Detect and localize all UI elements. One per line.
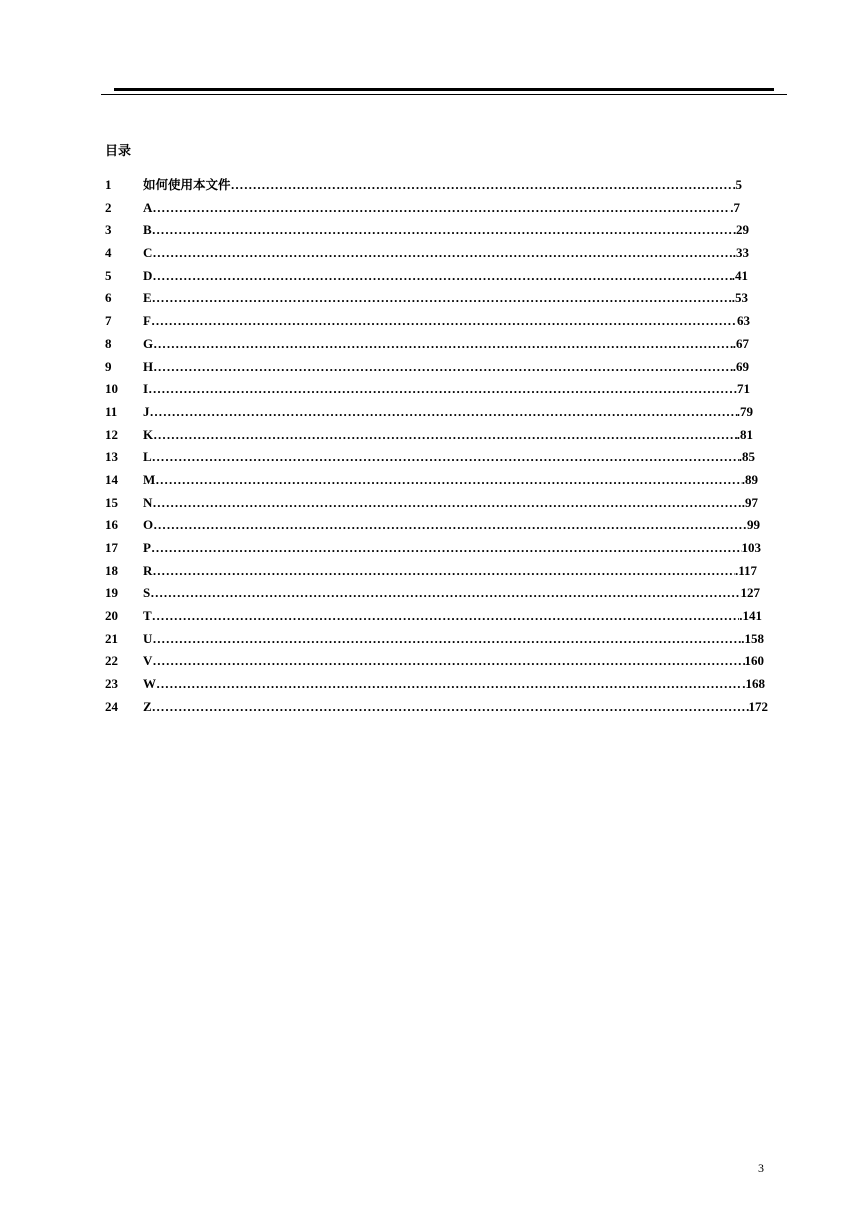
toc-entry-title: C bbox=[143, 245, 153, 261]
page-number: 3 bbox=[758, 1161, 764, 1175]
toc-entry-link[interactable] bbox=[143, 537, 761, 560]
toc-dot-leader bbox=[148, 378, 737, 401]
toc-entry-title: V bbox=[143, 653, 153, 669]
toc-entry-title: G bbox=[143, 335, 154, 351]
toc-entry-title: K bbox=[143, 426, 154, 442]
header-rule-thin bbox=[101, 94, 787, 95]
toc-dot-leader bbox=[152, 242, 732, 265]
toc-entry-page: 103 bbox=[741, 540, 761, 555]
toc-dot-leader bbox=[152, 446, 739, 469]
toc-entry-page: .7 bbox=[730, 199, 740, 215]
toc-entry-page: 127 bbox=[740, 585, 760, 601]
toc-entry-number: 16 bbox=[105, 517, 118, 533]
toc-entry-number: 9 bbox=[105, 358, 112, 374]
toc-entry-number: 8 bbox=[105, 335, 112, 351]
toc-dot-leader bbox=[153, 514, 747, 537]
toc-dot-leader bbox=[152, 219, 736, 242]
toc-entry-number: 14 bbox=[105, 471, 118, 487]
toc-entry-link[interactable] bbox=[143, 605, 762, 628]
toc-entry-link[interactable] bbox=[143, 401, 753, 424]
toc-entry-page: .79 bbox=[736, 403, 753, 419]
toc-entry-link[interactable] bbox=[143, 696, 768, 719]
toc-entry-number: 5 bbox=[105, 267, 112, 283]
toc-entry-title: F bbox=[143, 313, 151, 329]
toc-entry-title: D bbox=[143, 267, 153, 283]
toc-dot-leader bbox=[153, 333, 733, 356]
toc-dot-leader bbox=[152, 628, 741, 651]
toc-entry-page: .67 bbox=[732, 335, 749, 351]
toc-entry-number: 21 bbox=[105, 630, 118, 646]
toc-dot-leader bbox=[152, 197, 730, 220]
toc-entry-link[interactable] bbox=[143, 492, 758, 515]
toc-entry-number: 17 bbox=[105, 540, 118, 555]
toc-entry-link[interactable] bbox=[143, 219, 749, 242]
toc-dot-leader bbox=[152, 287, 732, 310]
toc-dot-leader bbox=[152, 560, 735, 583]
toc-dot-leader bbox=[152, 492, 741, 515]
toc-entry-page: .85 bbox=[738, 449, 755, 465]
toc-entry-link[interactable] bbox=[143, 582, 760, 605]
toc-entry-title: M bbox=[143, 471, 156, 487]
toc-dot-leader bbox=[150, 582, 740, 605]
toc-entry-number: 3 bbox=[105, 222, 112, 238]
toc-entry-page: .97 bbox=[741, 494, 758, 510]
toc-entry-page: 63 bbox=[737, 313, 750, 329]
toc-entry-link[interactable] bbox=[143, 356, 749, 379]
toc-entry-page: .81 bbox=[736, 426, 753, 442]
toc-entry-page: .53 bbox=[731, 290, 748, 306]
toc-entry-page: .141 bbox=[739, 608, 762, 624]
toc-entry-title: Z bbox=[143, 698, 152, 714]
toc-entry-title: 如何使用本文件 bbox=[143, 177, 231, 192]
toc-dot-leader bbox=[152, 650, 744, 673]
toc-entry-link[interactable] bbox=[143, 333, 749, 356]
toc-entry-title: W bbox=[143, 676, 156, 692]
toc-entry-link[interactable] bbox=[143, 424, 753, 447]
toc-entry-link[interactable] bbox=[143, 446, 755, 469]
toc-entry-link[interactable] bbox=[143, 560, 757, 583]
toc-dot-leader bbox=[151, 310, 737, 333]
toc-entry-page: .89 bbox=[741, 471, 758, 487]
toc-entry-page: 71 bbox=[737, 381, 750, 397]
toc-entry-number: 23 bbox=[105, 676, 118, 692]
toc-dot-leader bbox=[231, 174, 736, 197]
toc-entry-title: R bbox=[143, 562, 153, 578]
toc-entry-page: .33 bbox=[732, 245, 749, 261]
toc-entry-page: .158 bbox=[741, 630, 764, 646]
toc-entry-link[interactable] bbox=[143, 242, 749, 265]
toc-entry-title: O bbox=[143, 517, 154, 533]
toc-entry-link[interactable] bbox=[143, 287, 748, 310]
header-rule-thick bbox=[114, 88, 774, 91]
toc-entry-link[interactable] bbox=[143, 628, 764, 651]
toc-heading: 目录 bbox=[105, 144, 132, 159]
toc-dot-leader bbox=[150, 401, 737, 424]
toc-entry-number: 2 bbox=[105, 199, 112, 215]
toc-entry-page: .168 bbox=[742, 676, 765, 692]
toc-entry-page: .69 bbox=[732, 358, 749, 374]
toc-entry-title: S bbox=[143, 585, 151, 601]
toc-entry-link[interactable] bbox=[143, 310, 750, 333]
toc-entry-page: 172 bbox=[748, 698, 768, 714]
toc-entry-link[interactable] bbox=[143, 378, 750, 401]
toc-entry-title: U bbox=[143, 630, 153, 646]
toc-entry-link[interactable] bbox=[143, 673, 765, 696]
toc-entry-page: .41 bbox=[731, 267, 748, 283]
toc-entry-link[interactable] bbox=[143, 650, 764, 673]
toc-entry-number: 15 bbox=[105, 494, 118, 510]
toc-entry-title: A bbox=[143, 199, 153, 215]
toc-entry-title: B bbox=[143, 222, 152, 238]
toc-dot-leader bbox=[153, 424, 737, 447]
toc-entry-title: J bbox=[143, 403, 150, 419]
toc-dot-leader bbox=[151, 537, 742, 560]
toc-entry-number: 13 bbox=[105, 449, 118, 465]
toc-entry-title: N bbox=[143, 494, 153, 510]
toc-entry-link[interactable] bbox=[143, 265, 748, 288]
toc-entry-number: 12 bbox=[105, 426, 118, 442]
toc-entry-title: E bbox=[143, 290, 152, 306]
toc-entry-page: 99 bbox=[747, 517, 760, 533]
toc-entry-link[interactable] bbox=[143, 469, 758, 492]
toc-dot-leader bbox=[152, 696, 749, 719]
toc-entry-number: 1 bbox=[105, 177, 112, 192]
toc-entry-number: 24 bbox=[105, 698, 118, 714]
toc-entry-link[interactable] bbox=[143, 514, 760, 537]
toc-entry-number: 4 bbox=[105, 245, 112, 261]
toc-entry-number: 19 bbox=[105, 585, 118, 601]
toc-entry-page: 29 bbox=[736, 222, 749, 238]
toc-dot-leader bbox=[156, 673, 742, 696]
toc-entry-number: 20 bbox=[105, 608, 118, 624]
toc-entry-number: 7 bbox=[105, 313, 112, 329]
toc-entry-number: 10 bbox=[105, 381, 118, 397]
toc-entry-number: 22 bbox=[105, 653, 118, 669]
toc-entry-number: 11 bbox=[105, 403, 118, 419]
toc-entry-number: 6 bbox=[105, 290, 112, 306]
toc-entry-page: .117 bbox=[734, 562, 757, 578]
toc-dot-leader bbox=[155, 469, 741, 492]
toc-dot-leader bbox=[153, 356, 733, 379]
toc-entry-title: P bbox=[143, 540, 151, 555]
toc-entry-title: H bbox=[143, 358, 154, 374]
toc-entry-title: T bbox=[143, 608, 152, 624]
toc-entry-link[interactable] bbox=[143, 174, 742, 197]
toc-entry-page: 5 bbox=[735, 177, 742, 192]
toc-entry-page: 160 bbox=[744, 653, 764, 669]
toc-entry-number: 18 bbox=[105, 562, 118, 578]
toc-dot-leader bbox=[152, 265, 731, 288]
toc-dot-leader bbox=[152, 605, 740, 628]
toc-entry-title: I bbox=[143, 381, 149, 397]
toc-entry-title: L bbox=[143, 449, 152, 465]
toc-entry-link[interactable] bbox=[143, 197, 740, 220]
